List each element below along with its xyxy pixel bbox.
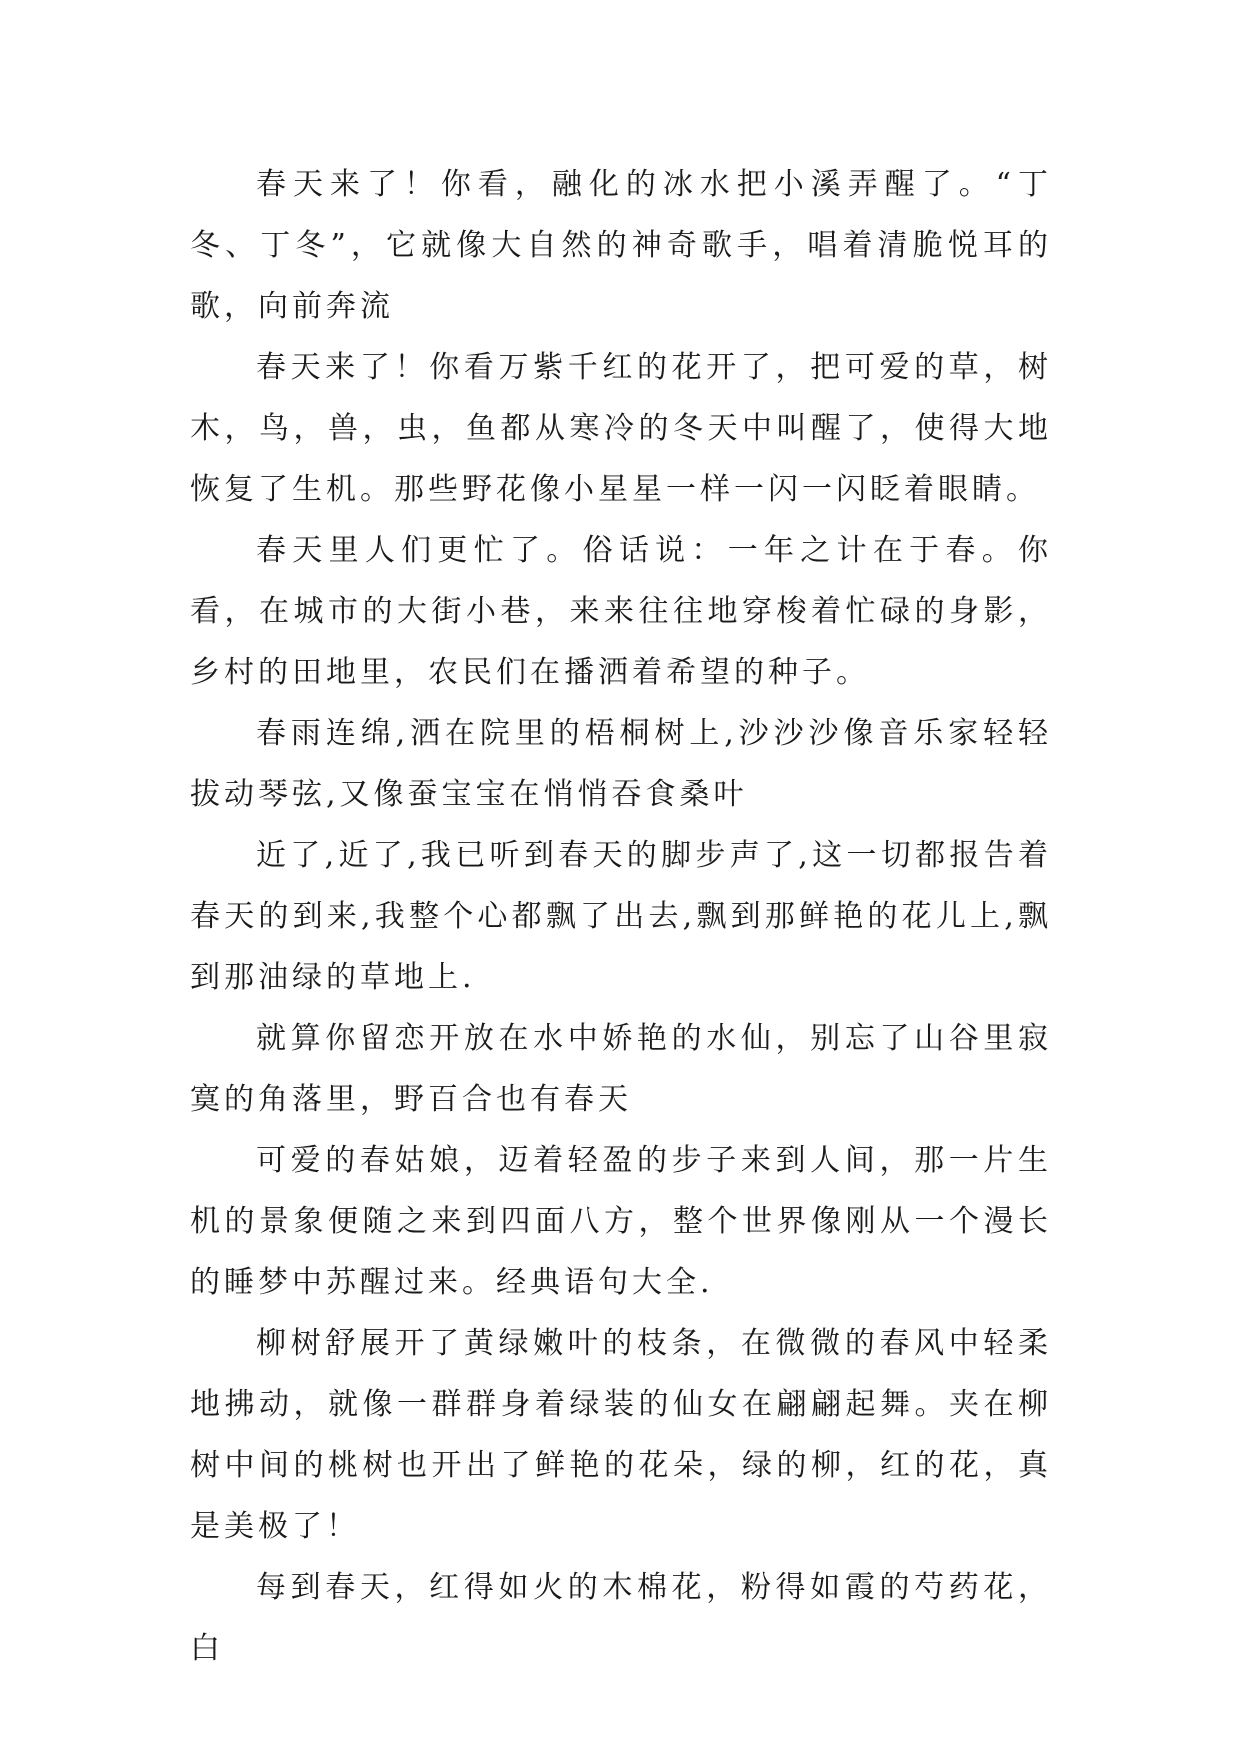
- paragraph: 就算你留恋开放在水中娇艳的水仙，别忘了山谷里寂寞的角落里，野百合也有春天: [190, 1021, 1052, 1117]
- document-body: [190, 154, 1052, 1679]
- paragraph: 每到春天，红得如火的木棉花，粉得如霞的芍药花，白: [190, 1570, 1052, 1666]
- paragraph: 柳树舒展开了黄绿嫩叶的枝条，在微微的春风中轻柔地拂动，就像一群群身着绿装的仙女在翩翩起舞。夹在柳树中间的桃树也开出了鲜艳的花朵，绿的柳，红的花，真是美极了！: [190, 1326, 1052, 1544]
- paragraph: 近了,近了,我已听到春天的脚步声了,这一切都报告着春天的到来,我整个心都飘了出去,飘到那鲜艳的花儿上,飘到那油绿的草地上.: [190, 838, 1052, 995]
- paragraph: 春天里人们更忙了。俗话说：一年之计在于春。你看，在城市的大街小巷，来来往往地穿梭着忙碌的身影，乡村的田地里，农民们在播洒着希望的种子。: [190, 533, 1052, 690]
- paragraph: 春雨连绵,洒在院里的梧桐树上,沙沙沙像音乐家轻轻拔动琴弦,又像蚕宝宝在悄悄吞食桑叶: [190, 716, 1052, 812]
- paragraph: 可爱的春姑娘，迈着轻盈的步子来到人间，那一片生机的景象便随之来到四面八方，整个世界像刚从一个漫长的睡梦中苏醒过来。经典语句大全.: [190, 1143, 1052, 1300]
- paragraph: 春天来了！你看，融化的冰水把小溪弄醒了。“丁冬、丁冬”，它就像大自然的神奇歌手，唱着清脆悦耳的歌，向前奔流: [190, 167, 1052, 324]
- paragraph: 春天来了！你看万紫千红的花开了，把可爱的草，树木，鸟，兽，虫，鱼都从寒冷的冬天中叫醒了，使得大地恢复了生机。那些野花像小星星一样一闪一闪眨着眼睛。: [190, 350, 1052, 507]
